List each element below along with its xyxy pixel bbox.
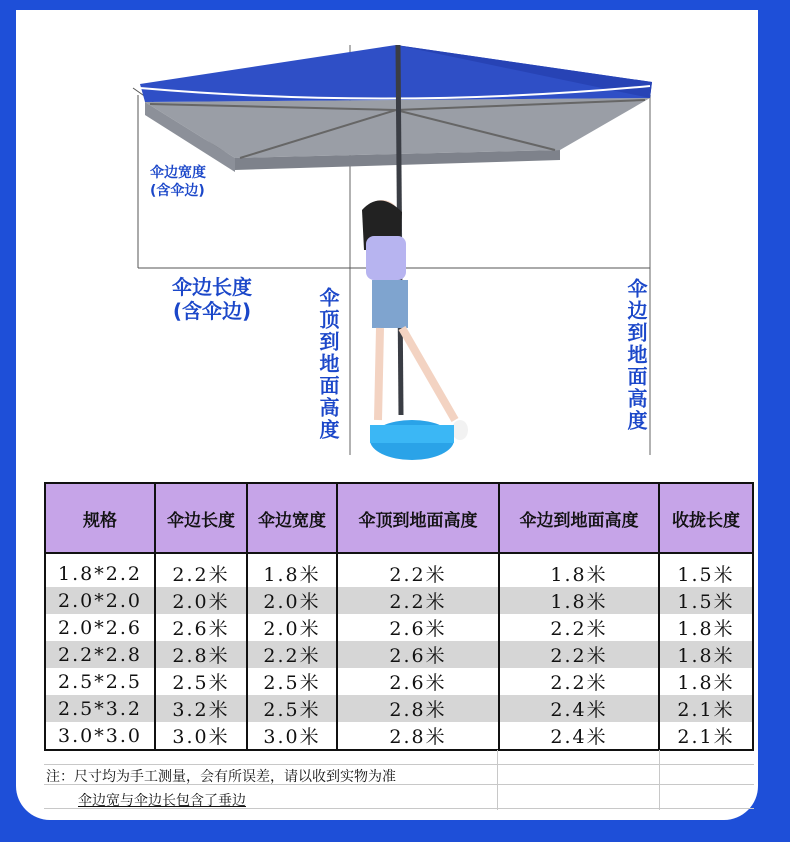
table-row: [45, 722, 753, 750]
cell: 2.6米: [337, 641, 499, 668]
cell: 2.4米: [499, 722, 659, 750]
cell: 2.5米: [247, 668, 337, 695]
cell: 3.0*3.0: [45, 722, 155, 750]
cell: 2.6米: [155, 614, 247, 641]
cell: 2.2米: [247, 641, 337, 668]
cell: 2.2米: [155, 553, 247, 587]
edge-width-label: [150, 164, 206, 200]
cell: 1.5米: [659, 553, 753, 587]
header-cell: 伞顶到地面高度: [337, 483, 499, 553]
cell: 2.8米: [337, 695, 499, 722]
cell: 2.0米: [247, 614, 337, 641]
cell: 2.5米: [155, 668, 247, 695]
cell: 2.2米: [499, 614, 659, 641]
header-cell: 伞边长度: [155, 483, 247, 553]
cell: 1.5米: [659, 587, 753, 614]
edge-note: 伞边宽与伞边长包含了垂边: [78, 793, 246, 809]
cell: 2.4米: [499, 695, 659, 722]
table-row: [45, 587, 753, 614]
header-cell: 收拢长度: [659, 483, 753, 553]
table-row: [45, 614, 753, 641]
header-cell: 伞边到地面高度: [499, 483, 659, 553]
grid-line: [44, 764, 754, 765]
cell: 3.0米: [247, 722, 337, 750]
cell: 2.0米: [247, 587, 337, 614]
header-cell: 伞边宽度: [247, 483, 337, 553]
edge-length-text: 伞边长度: [172, 275, 252, 299]
header-cell: 规格: [45, 483, 155, 553]
cell: 3.2米: [155, 695, 247, 722]
cell: 2.8米: [155, 641, 247, 668]
cell: 1.8米: [659, 614, 753, 641]
table-row: [45, 553, 753, 587]
spec-table: [44, 482, 754, 751]
cell: 2.2米: [499, 668, 659, 695]
cell: 1.8米: [659, 641, 753, 668]
cell: 2.2米: [337, 587, 499, 614]
cell: 2.2米: [337, 553, 499, 587]
cell: 1.8米: [499, 587, 659, 614]
cell: 2.8米: [337, 722, 499, 750]
table-row: [45, 641, 753, 668]
table-row: [45, 668, 753, 695]
grid-line: [659, 750, 660, 810]
top-to-ground-label: 伞顶到地面高度: [316, 287, 340, 441]
edge-to-ground-label: 伞边到地面高度: [624, 278, 648, 432]
cell: 2.5*2.5: [45, 668, 155, 695]
cell: 2.0米: [155, 587, 247, 614]
cell: 2.0*2.6: [45, 614, 155, 641]
cell: 2.0*2.0: [45, 587, 155, 614]
cell: 1.8米: [659, 668, 753, 695]
edge-width-text: 伞边宽度: [150, 165, 206, 181]
cell: 1.8*2.2: [45, 553, 155, 587]
table-row: [45, 695, 753, 722]
cell: 2.2米: [499, 641, 659, 668]
cell: 1.8米: [499, 553, 659, 587]
cell: 2.1米: [659, 695, 753, 722]
measurement-note: 注：尺寸均为手工测量，会有所误差，请以收到实物为准: [46, 769, 396, 785]
edge-length-note: (含伞边): [172, 299, 252, 323]
cell: 2.6米: [337, 668, 499, 695]
edge-length-label: [172, 275, 252, 323]
grid-line: [497, 750, 498, 810]
edge-width-note: (含伞边): [150, 183, 205, 199]
cell: 2.6米: [337, 614, 499, 641]
cell: 1.8米: [247, 553, 337, 587]
cell: 2.5*3.2: [45, 695, 155, 722]
cell: 3.0米: [155, 722, 247, 750]
cell: 2.5米: [247, 695, 337, 722]
cell: 2.2*2.8: [45, 641, 155, 668]
table-header-row: [45, 483, 753, 553]
cell: 2.1米: [659, 722, 753, 750]
